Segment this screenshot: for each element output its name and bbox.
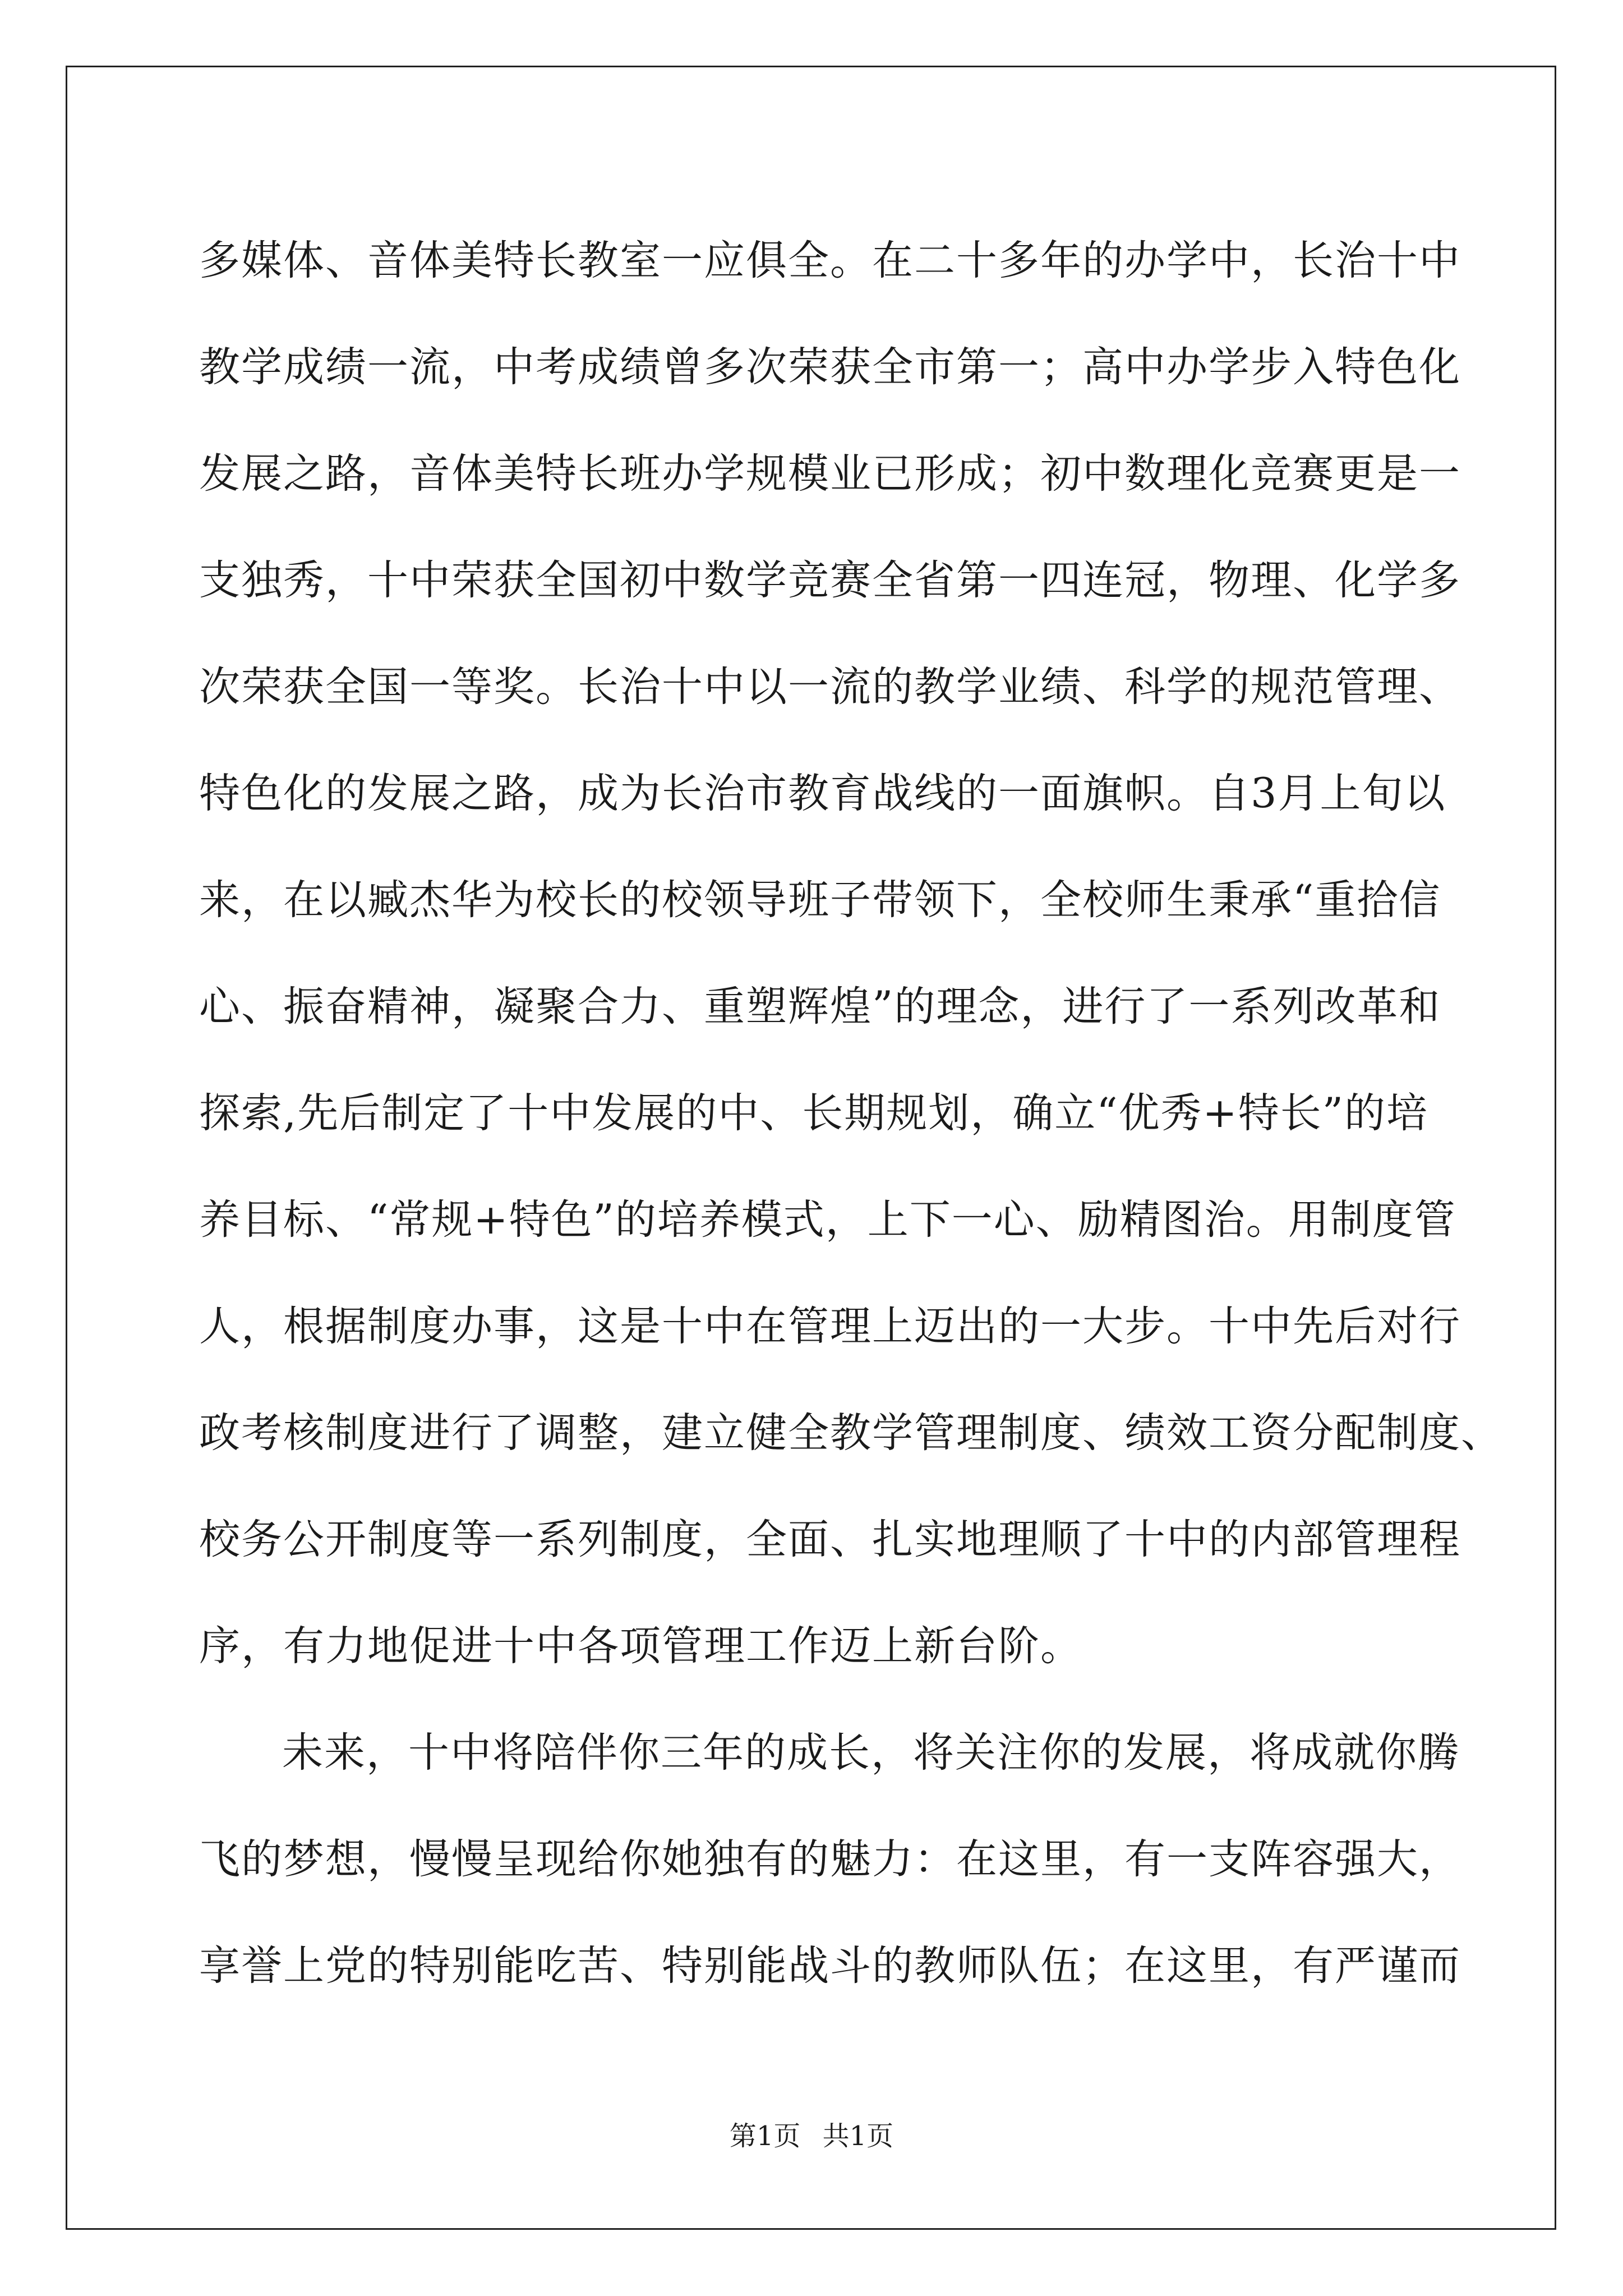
text-line: 政考核制度进行了调整，建立健全教学管理制度、绩效工资分配制度、 (199, 1409, 1503, 1457)
text-line: 享誉上党的特别能吃苦、特别能战斗的教师队伍；在这里，有严谨而 (199, 1942, 1461, 1990)
text-line: 未来，十中将陪伴你三年的成长，将关注你的发展，将成就你腾 (282, 1729, 1460, 1777)
text-line: 人，根据制度办事，这是十中在管理上迈出的一大步。十中先后对行 (199, 1303, 1461, 1350)
text-line: 心、振奋精神，凝聚合力、重塑辉煌”的理念，进行了一系列改革和 (199, 983, 1441, 1030)
text-line: 教学成绩一流，中考成绩曾多次荣获全市第一；高中办学步入特色化 (199, 343, 1461, 391)
text-line: 多媒体、音体美特长教室一应俱全。在二十多年的办学中，长治十中 (199, 237, 1461, 284)
text-line: 特色化的发展之路，成为长治市教育战线的一面旗帜。自3月上旬以 (199, 770, 1446, 817)
page-total: 共1页 (822, 2120, 894, 2152)
document-body (199, 208, 1503, 2019)
text-line: 校务公开制度等一系列制度，全面、扎实地理顺了十中的内部管理程 (199, 1516, 1461, 1563)
text-line: 支独秀，十中荣获全国初中数学竞赛全省第一四连冠，物理、化学多 (199, 556, 1461, 604)
text-line: 探索,先后制定了十中发展的中、长期规划，确立“优秀+特长”的培 (199, 1089, 1429, 1137)
text-line: 来，在以臧杰华为校长的校领导班子带领下，全校师生秉承“重拾信 (199, 876, 1441, 924)
text-line: 飞的梦想，慢慢呈现给你她独有的魅力：在这里，有一支阵容强大， (199, 1835, 1461, 1883)
page-number: 第1页 (729, 2120, 801, 2152)
text-line: 发展之路，音体美特长班办学规模业已形成；初中数理化竞赛更是一 (199, 450, 1461, 498)
text-line: 养目标、“常规+特色”的培养模式，上下一心、励精图治。用制度管 (199, 1196, 1456, 1244)
page-footer (0, 2119, 1623, 2153)
text-line: 次荣获全国一等奖。长治十中以一流的教学业绩、科学的规范管理、 (199, 663, 1461, 711)
text-line: 序，有力地促进十中各项管理工作迈上新台阶。 (199, 1622, 1082, 1670)
